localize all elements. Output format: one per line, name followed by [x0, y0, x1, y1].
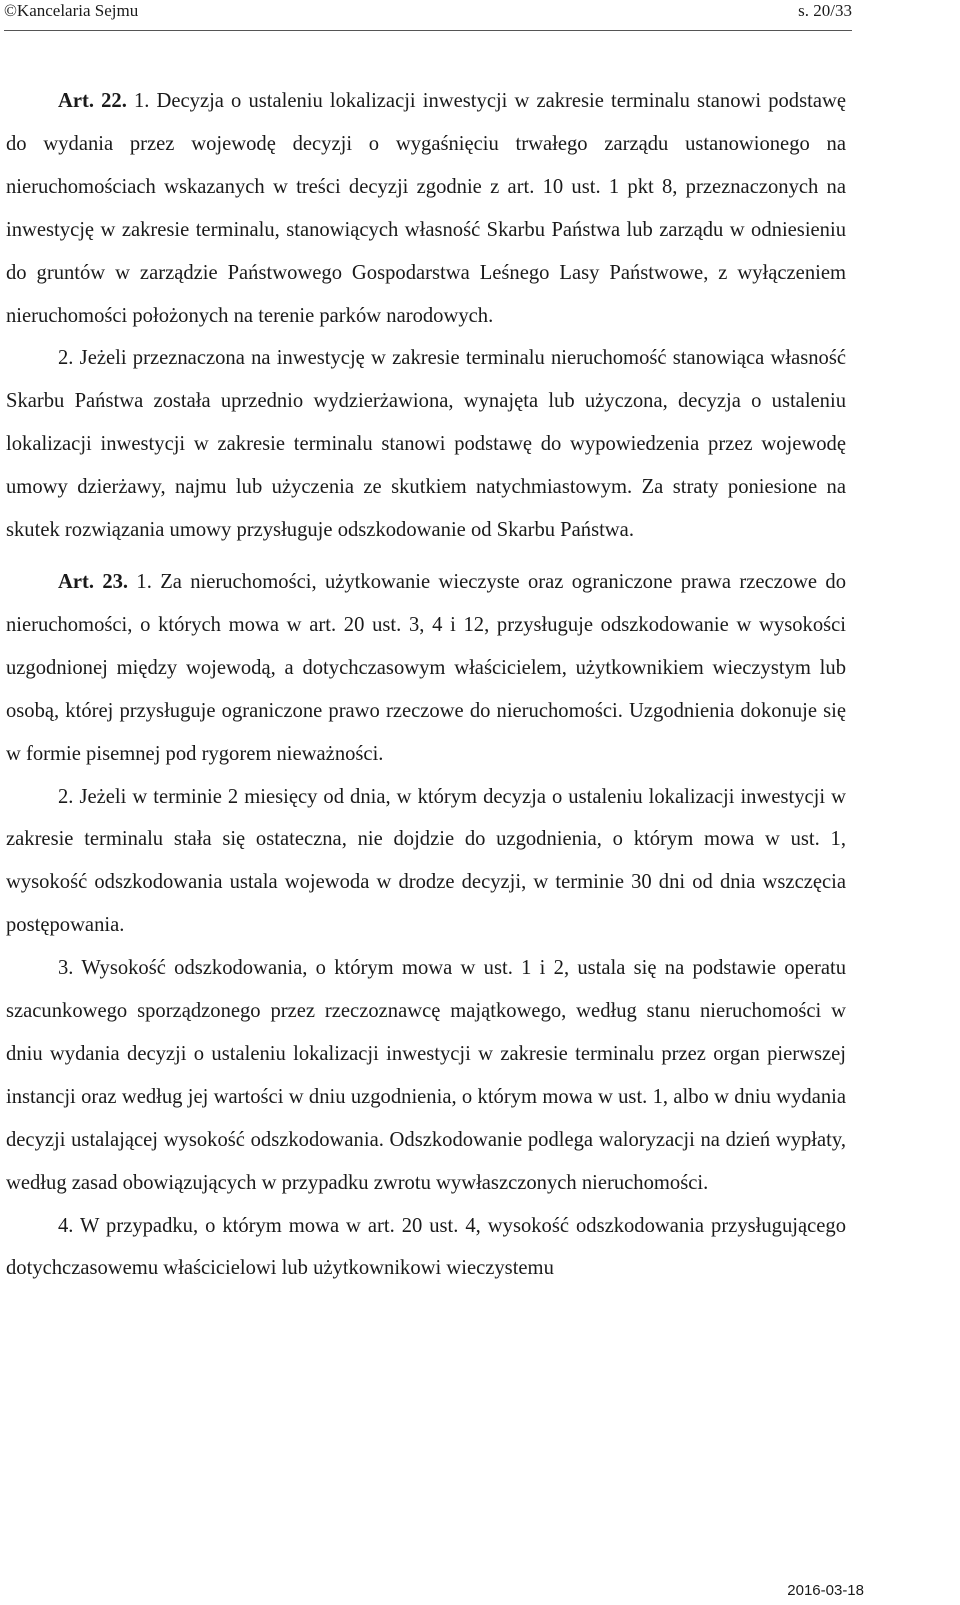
paragraph-art-22-1	[6, 80, 846, 337]
paragraph-text: 4. W przypadku, o którym mowa w art. 20 ust. 4, wysokość odszkodowania przysługującego dotychczasowemu właścicielowi lub użytkownikowi wieczystemu	[6, 1214, 846, 1280]
article-number: Art. 23.	[58, 570, 129, 593]
page-number: s. 20/33	[798, 1, 852, 20]
page-header	[4, 0, 852, 31]
document-date: 2016-03-18	[787, 1582, 864, 1599]
paragraph-art-23-4	[6, 1205, 846, 1291]
paragraph-art-23-1	[6, 561, 846, 776]
article-number: Art. 22.	[58, 90, 127, 112]
document-body	[6, 80, 846, 1290]
paragraph-art-23-2	[6, 776, 846, 948]
paragraph-text: 1. Decyzja o ustaleniu lokalizacji inwestycji w zakresie terminalu stanowi podstawę do wydania przez wojewodę decyzji o wygaśnięciu trwałego zarządu ustanowionego na nieruchomościach wskazanych w treści decyzji zgodnie z art. 10 ust. 1 pkt 8, przeznaczonych na inwestycję w zakresie terminalu, stanowiących własność Skarbu Państwa lub zarządu w odniesieniu do gruntów w zarządzie Państwowego Gospodarstwa Leśnego Lasy Państwowe, z wyłączeniem nieruchomości położonych na terenie parków narodowych.	[6, 90, 846, 327]
paragraph-art-22-2	[6, 337, 846, 552]
paragraph-art-23-3	[6, 947, 846, 1204]
paragraph-text: 1. Za nieruchomości, użytkowanie wieczyste oraz ograniczone prawa rzeczowe do nieruchomości, o których mowa w art. 20 ust. 3, 4 i 12, przysługuje odszkodowanie w wysokości uzgodnionej między wojewodą, a dotychczasowym właścicielem, użytkownikiem wieczystym lub osobą, której przysługuje ograniczone prawo rzeczowe do nieruchomości. Uzgodnienia dokonuje się w formie pisemnej pod rygorem nieważności.	[6, 570, 846, 765]
copyright-label: ©Kancelaria Sejmu	[4, 1, 139, 20]
paragraph-text: 2. Jeżeli w terminie 2 miesięcy od dnia, w którym decyzja o ustaleniu lokalizacji inwestycji w zakresie terminalu stała się ostateczna, nie dojdzie do uzgodnienia, o którym mowa w ust. 1, wysokość odszkodowania ustala wojewoda w drodze decyzji, w terminie 30 dni od dnia wszczęcia postępowania.	[6, 785, 846, 937]
paragraph-text: 2. Jeżeli przeznaczona na inwestycję w zakresie terminalu nieruchomość stanowiąca własność Skarbu Państwa została uprzednio wydzierżawiona, wynajęta lub użyczona, decyzja o ustaleniu lokalizacji inwestycji w zakresie terminalu stanowi podstawę do wypowiedzenia przez wojewodę umowy dzierżawy, najmu lub użyczenia ze skutkiem natychmiastowym. Za straty poniesione na skutek rozwiązania umowy przysługuje odszkodowanie od Skarbu Państwa.	[6, 347, 846, 542]
paragraph-text: 3. Wysokość odszkodowania, o którym mowa w ust. 1 i 2, ustala się na podstawie operatu szacunkowego sporządzonego przez rzeczoznawcę majątkowego, według stanu nieruchomości w dniu wydania decyzji o ustaleniu lokalizacji inwestycji w zakresie terminalu przez organ pierwszej instancji oraz według jej wartości w dniu uzgodnienia, o którym mowa w ust. 1, albo w dniu wydania decyzji ustalającej wysokość odszkodowania. Odszkodowanie podlega waloryzacji na dzień wypłaty, według zasad obowiązujących w przypadku zwrotu wywłaszczonych nieruchomości.	[6, 957, 846, 1194]
